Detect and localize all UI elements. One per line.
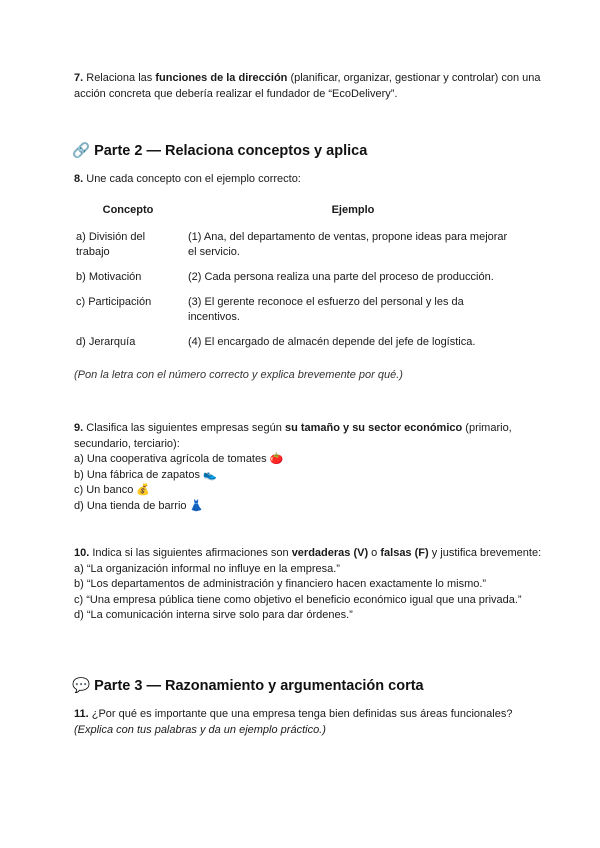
section-heading-part-3: 💬 Parte 3 — Razonamiento y argumentación corta [72,678,424,694]
concept-cell: b) Motivación [76,271,142,283]
question-number: 7. [74,72,84,84]
table-row [72,291,522,331]
concepts-table [72,199,522,356]
tomato-icon: 🍅 [269,453,284,465]
dress-icon: 👗 [189,499,204,512]
question-number: 10. [74,547,90,559]
list-item: c) Un banco 💰 [74,484,151,496]
money-bag-icon: 💰 [136,484,151,496]
question-number: 9. [74,422,84,434]
question-7: 7. Relaciona las funciones de la dirección (planificar, organizar, gestionar y controlar) con una acción concreta que debería realizar el fundador de “EcoDelivery”. [74,72,541,100]
concept-cell: a) División del trabajo [76,231,146,258]
list-item: b) Una fábrica de zapatos 👟 [74,468,217,481]
list-item: d) “La comunicación interna sirve solo para dar órdenes.” [74,609,353,621]
question-10: 10. Indica si las siguientes afirmaciones son verdaderas (V) o falsas (F) y justifica brevemente: a) “La organización informal no influye en la empresa.” b) “Los departamentos de administración y financiero hacen exactamente lo mismo.” c) “Una empresa pública tiene como objetivo el beneficio económico igual que una privada.” d) “La comunicación interna sirve solo para dar órdenes.” [74,546,544,624]
example-cell: (4) El encargado de almacén depende del jefe de logística. [188,336,476,348]
list-item: b) “Los departamentos de administración y financiero hacen exactamente lo mismo.” [74,578,487,590]
list-item: a) Una cooperativa agrícola de tomates 🍅 [74,453,284,465]
shoe-icon: 👟 [202,468,217,481]
list-item: c) “Una empresa pública tiene como objetivo el beneficio económico igual que una privada.” [74,593,522,606]
table-row [72,266,522,291]
example-cell: (2) Cada persona realiza una parte del proceso de producción. [188,271,494,283]
table-header-row [72,199,522,226]
question-8-note: (Pon la letra con el número correcto y explica brevemente por qué.) [74,369,403,381]
example-cell: (3) El gerente reconoce el esfuerzo del personal y les da incentivos. [188,296,464,323]
question-11-hint: (Explica con tus palabras y da un ejemplo práctico.) [74,723,326,736]
header-ejemplo: Ejemplo [331,204,375,216]
question-9: 9. Clasifica las siguientes empresas según su tamaño y su sector económico (primario, secundario, terciario): a) Una cooperativa agrícola de tomates 🍅 b) Una fábrica de zapatos 👟 c) Un banco 💰 d) Una tienda de barrio 👗 [74,421,544,514]
table-row [72,226,522,266]
question-number: 11. [74,708,89,720]
question-8: 8. Une cada concepto con el ejemplo correcto: [74,173,301,185]
speech-bubble-icon: 💬 [72,678,91,694]
list-item: a) “La organización informal no influye en la empresa.” [74,562,340,575]
concept-cell: d) Jerarquía [76,336,136,348]
section-heading-part-2: 🔗 Parte 2 — Relaciona conceptos y aplica [72,143,368,159]
example-cell: (1) Ana, del departamento de ventas, propone ideas para mejorar el servicio. [188,231,508,258]
link-icon: 🔗 [72,143,91,159]
list-item: d) Una tienda de barrio 👗 [74,499,204,512]
table-row [72,331,522,356]
question-number: 8. [74,173,84,185]
concept-cell: c) Participación [76,296,152,308]
question-11: 11. ¿Por qué es importante que una empresa tenga bien definidas sus áreas funcionales? (Explica con tus palabras y da un ejemplo práctico.) [74,707,544,738]
header-concepto: Concepto [102,204,154,216]
